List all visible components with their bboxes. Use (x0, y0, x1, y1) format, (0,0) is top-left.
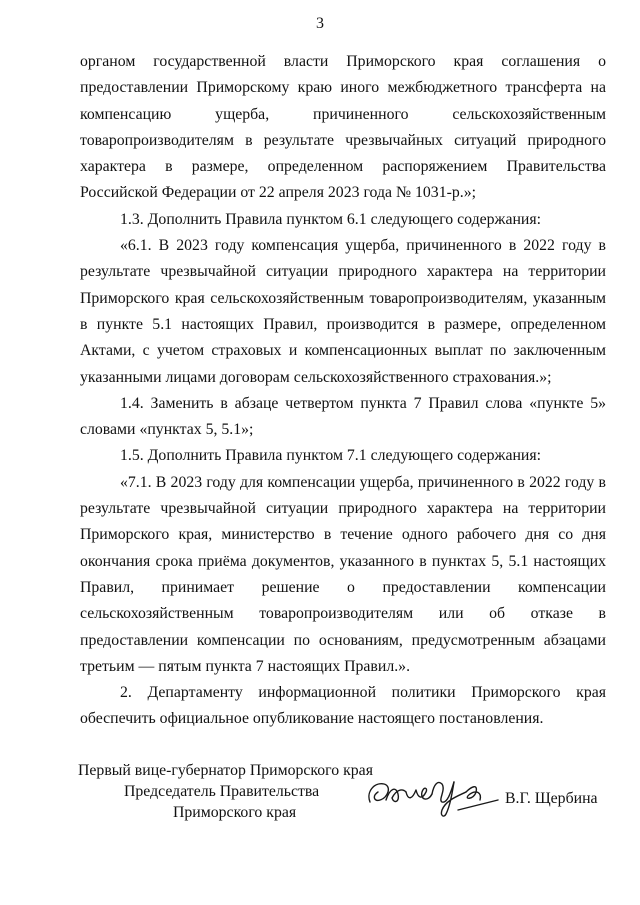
signatory-title-line: Первый вице-губернатор Приморского края (78, 762, 373, 779)
paragraph-continuation: органом государственной власти Приморского края соглашения о предоставлении Приморскому краю иного межбюджетного трансферта на компенсацию ущерба, причиненного сельскохозяйственным товаропроизводителям в результате чрезвычайных ситуаций природного характера в размере, определенном распоряжением Правительства Российской Федерации от 22 апреля 2023 года № 1031-р.»; (80, 53, 606, 202)
signer-name: В.Г. Щербина (505, 790, 598, 807)
paragraph-point-6-1: «6.1. В 2023 году компенсация ущерба, причиненного в 2022 году в результате чрезвычайной ситуации природного характера на территории Приморского края сельскохозяйственным товаропроизводителям, указанным в пункте 5.1 настоящих Правил, производится в размере, определенном Актами, с учетом страховых и компенсационных выплат по заключенным указанными лицами договорам сельскохозяйственного страхования.»; (80, 237, 606, 386)
paragraph-item-1-5: 1.5. Дополнить Правила пунктом 7.1 следующего содержания: (120, 447, 542, 465)
document-body (80, 49, 606, 733)
paragraph-item-2: 2. Департаменту информационной политики Приморского края обеспечить официальное опубликование настоящего постановления. (80, 684, 606, 728)
paragraph-item-1-3: 1.3. Дополнить Правила пунктом 6.1 следующего содержания: (120, 210, 542, 228)
handwritten-signature (362, 770, 502, 822)
signatory-title-line: Председатель Правительства (124, 783, 320, 800)
paragraph-point-7-1: «7.1. В 2023 году для компенсации ущерба, причиненного в 2022 году в результате чрезвычайной ситуации природного характера на территории Приморского края, министерство в течение одного рабочего дня со дня окончания срока приёма документов, указанного в пунктах 5, 5.1 настоящих Правил, принимает решение о предоставлении компенсации сельскохозяйственным товаропроизводителям или об отказе в предоставлении компенсации по основаниям, предусмотренным абзацами третьим — пятым пункта 7 настоящих Правил.». (80, 473, 606, 675)
page-number: 3 (316, 15, 324, 32)
paragraph-item-1-4: 1.4. Заменить в абзаце четвертом пункта 7 Правил слова «пункте 5» словами «пунктах 5, 5.1»; (80, 394, 606, 439)
signatory-title-line: Приморского края (173, 804, 297, 821)
signatory-title-block (78, 760, 378, 823)
